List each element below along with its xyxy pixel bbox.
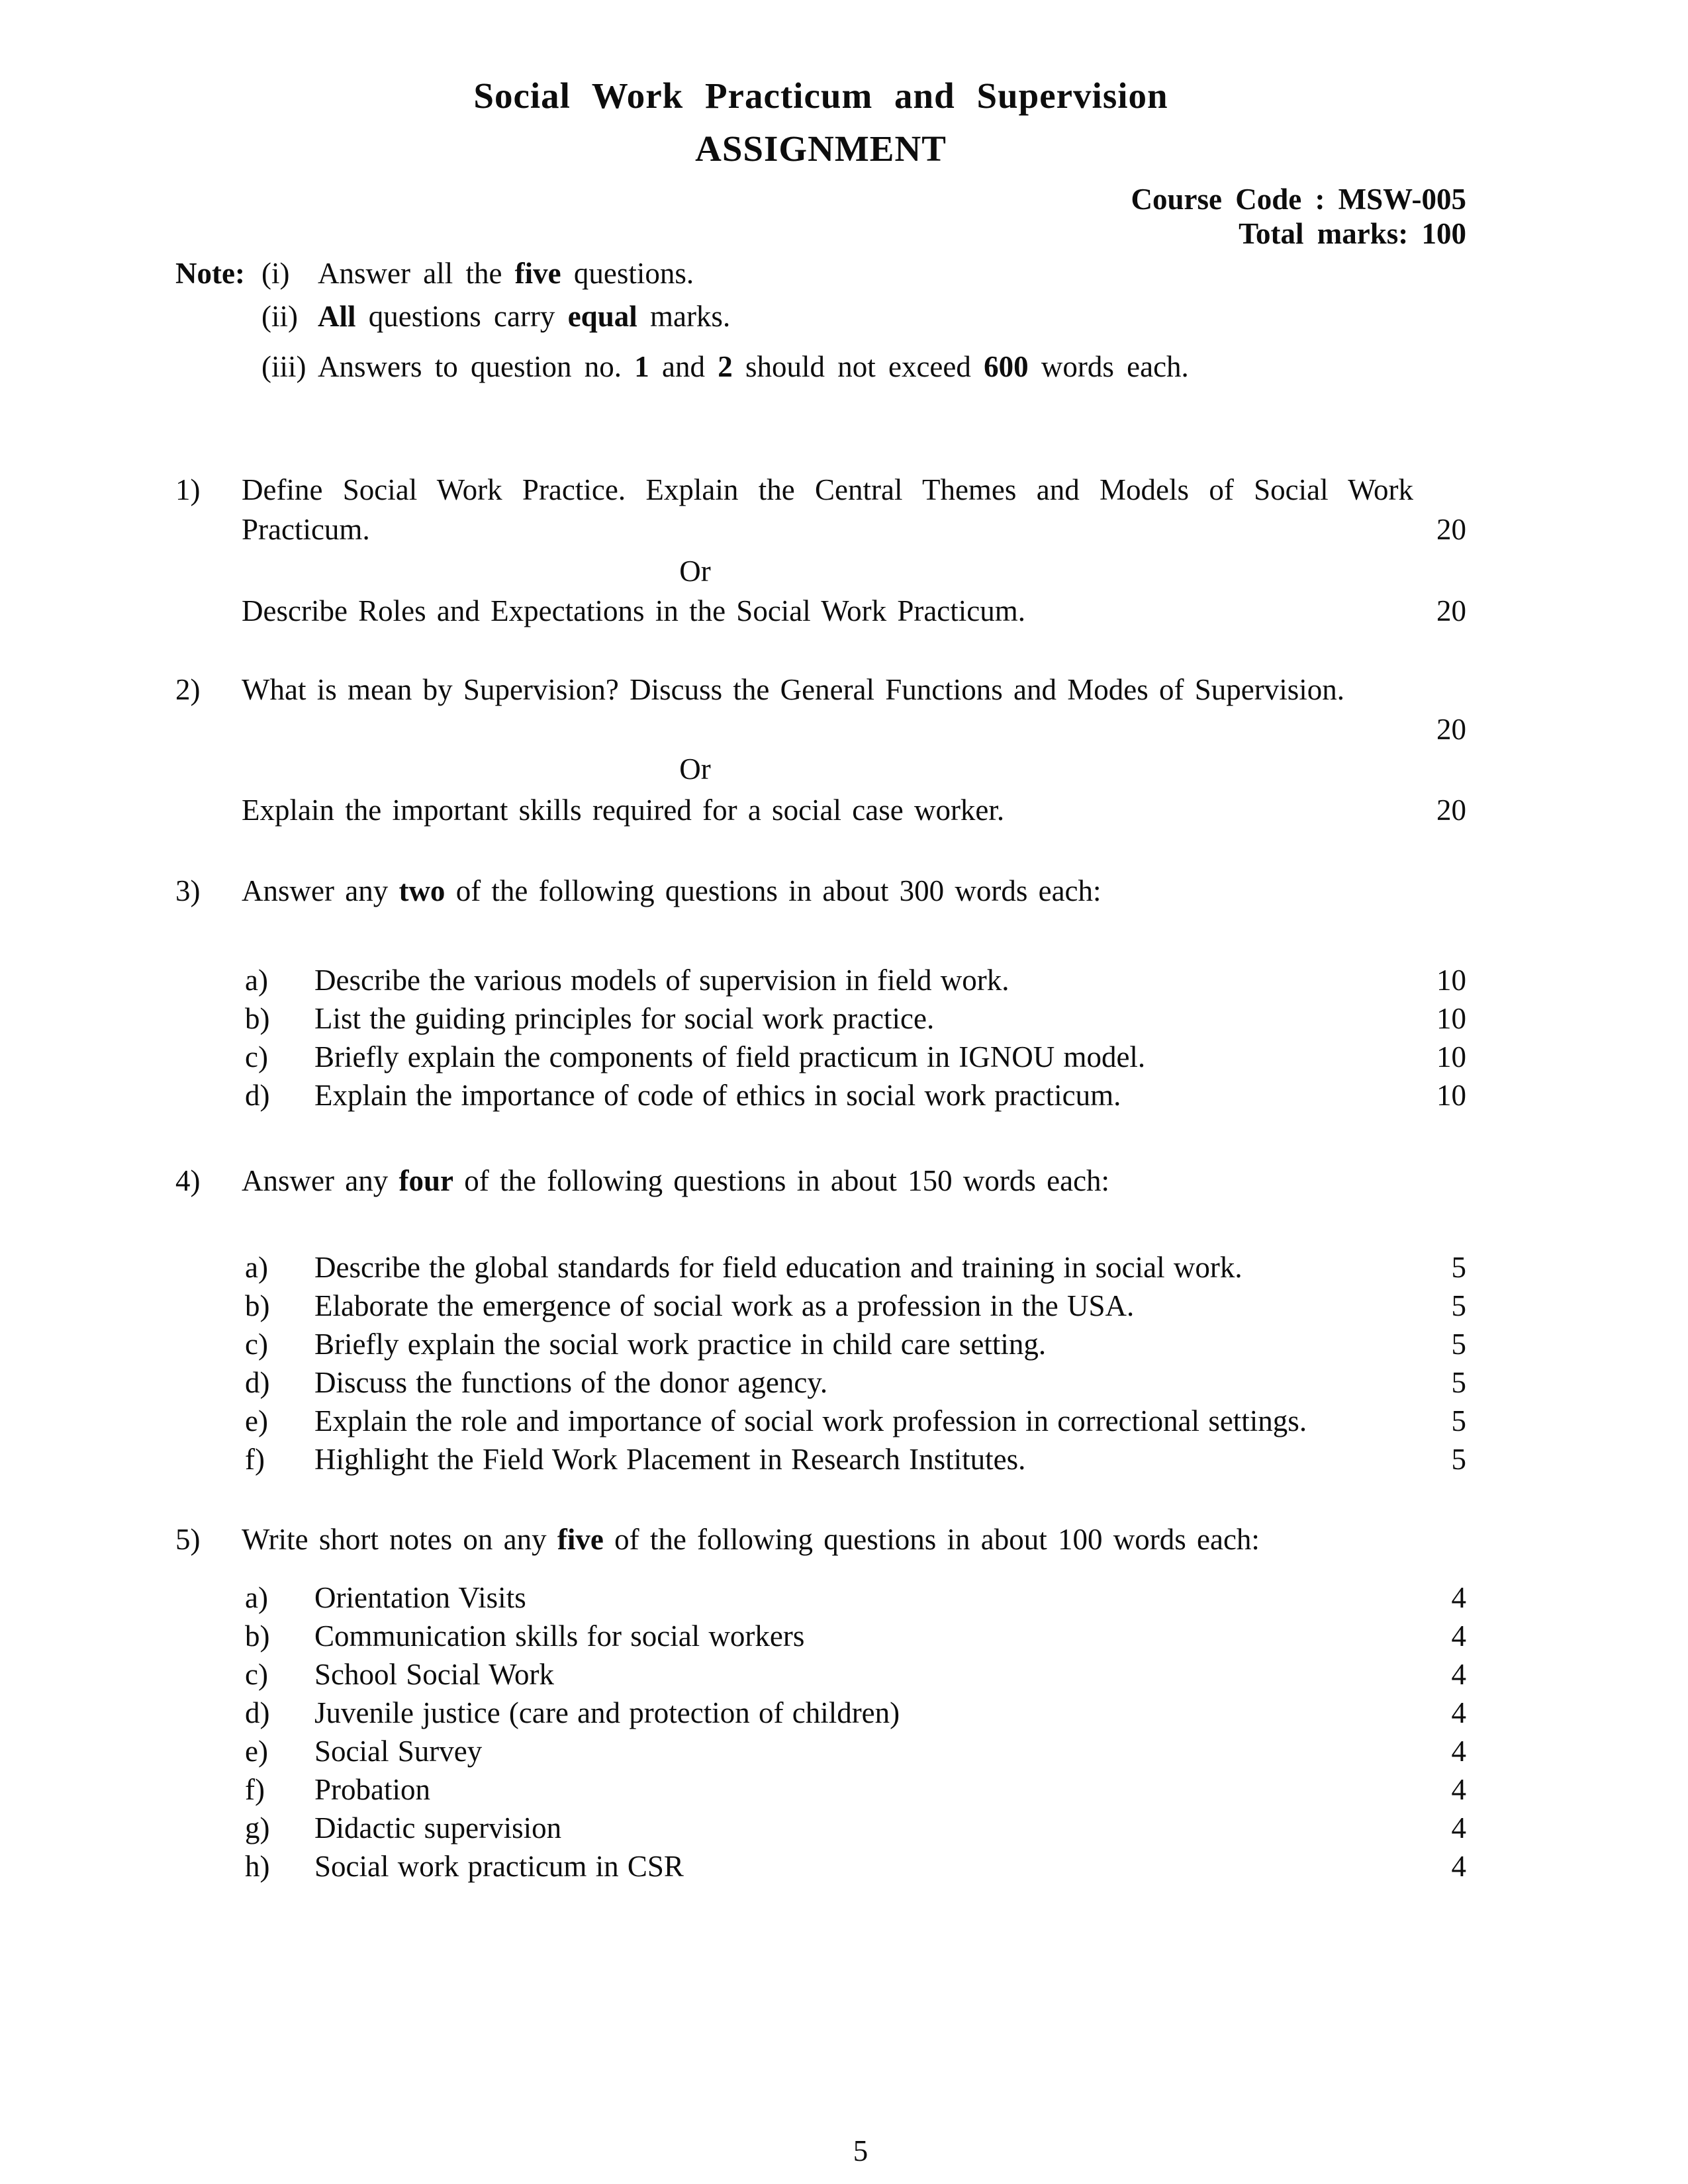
note-text-iii: Answers to question no. 1 and 2 should not exceed 600 words each. [318, 350, 1189, 383]
sub-item [175, 1287, 1466, 1325]
question-2-alt-row [175, 790, 1466, 830]
question-text: What is mean by Supervision? Discuss the General Functions and Modes of Supervision. [242, 673, 1345, 706]
sub-item-marks: 4 [1451, 1696, 1466, 1729]
note-marker-iii: (iii) [261, 350, 306, 383]
sub-item-marks: 4 [1451, 1773, 1466, 1806]
sub-item-letter: b) [245, 1619, 270, 1653]
question-2-row [175, 670, 1466, 709]
course-code-row [175, 182, 1466, 216]
question-number: 3) [175, 874, 201, 907]
question-alt-marks: 20 [1436, 594, 1466, 627]
question-3-header [175, 871, 1466, 911]
sub-item-text: Social work practicum in CSR [314, 1850, 684, 1883]
sub-item-letter: a) [245, 964, 268, 997]
sub-item-letter: c) [245, 1658, 268, 1691]
note-text-ii: All questions carry equal marks. [318, 300, 731, 333]
sub-item-letter: h) [245, 1850, 270, 1883]
sub-item [175, 1847, 1466, 1886]
question-alt-text: Explain the important skills required for a social case worker. [242, 794, 1005, 827]
sub-item-marks: 5 [1451, 1289, 1466, 1322]
question-marks: 20 [1436, 713, 1466, 746]
sub-item-marks: 4 [1451, 1735, 1466, 1768]
note-marker-i: (i) [261, 257, 290, 290]
sub-item [175, 1809, 1466, 1847]
sub-item-letter: e) [245, 1404, 268, 1437]
sub-item-marks: 4 [1451, 1811, 1466, 1844]
sub-item [175, 1440, 1466, 1479]
question-5-header [175, 1520, 1466, 1559]
sub-item-marks: 10 [1436, 1040, 1466, 1073]
total-marks-row [175, 216, 1466, 251]
sub-item-letter: c) [245, 1040, 268, 1073]
question-number: 2) [175, 673, 201, 706]
sub-item-letter: b) [245, 1289, 270, 1322]
sub-item-marks: 5 [1451, 1366, 1466, 1399]
sub-item-letter: d) [245, 1366, 270, 1399]
question-4-header [175, 1161, 1466, 1201]
question-number: 5) [175, 1523, 201, 1556]
sub-item-letter: d) [245, 1079, 270, 1112]
sub-item-letter: f) [245, 1443, 265, 1476]
question-2-marks-row [175, 709, 1466, 749]
sub-item [175, 961, 1466, 999]
question-alt-text: Describe Roles and Expectations in the Social Work Practicum. [242, 594, 1026, 627]
sub-item-letter: c) [245, 1328, 268, 1361]
sub-item [175, 1363, 1466, 1402]
note-line-3 [175, 347, 1466, 387]
sub-item-letter: b) [245, 1002, 270, 1035]
sub-item-text: Explain the importance of code of ethics in social work practicum. [314, 1079, 1121, 1112]
sub-item-marks: 10 [1436, 964, 1466, 997]
sub-item-marks: 4 [1451, 1619, 1466, 1653]
sub-item-letter: a) [245, 1251, 268, 1284]
section-header: Answer any four of the following questions in about 150 words each: [242, 1164, 1110, 1197]
sub-item-text: Briefly explain the social work practice in child care setting. [314, 1328, 1047, 1361]
sub-item [175, 999, 1466, 1038]
or-separator: Or [679, 752, 711, 786]
sub-item-text: Juvenile justice (care and protection of children) [314, 1696, 900, 1729]
sub-item-letter: a) [245, 1581, 268, 1614]
sub-item-letter: d) [245, 1696, 270, 1729]
sub-item-marks: 4 [1451, 1581, 1466, 1614]
total-marks: Total marks: 100 [1239, 217, 1466, 250]
sub-item-marks: 10 [1436, 1079, 1466, 1112]
sub-item-text: Discuss the functions of the donor agency. [314, 1366, 828, 1399]
note-text-i: Answer all the five questions. [318, 257, 694, 290]
sub-item-marks: 4 [1451, 1850, 1466, 1883]
sub-item [175, 1076, 1466, 1115]
sub-item-text: Didactic supervision [314, 1811, 562, 1844]
sub-item-letter: e) [245, 1735, 268, 1768]
note-label: Note: [175, 257, 245, 290]
question-1-row [175, 470, 1466, 549]
course-code: Course Code : MSW-005 [1131, 183, 1466, 216]
page-number: 5 [853, 2134, 868, 2167]
document-subtitle: ASSIGNMENT [695, 128, 947, 169]
sub-item-text: Briefly explain the components of field practicum in IGNOU model. [314, 1040, 1146, 1073]
document-title: Social Work Practicum and Supervision [473, 75, 1168, 116]
sub-item-marks: 5 [1451, 1404, 1466, 1437]
sub-item [175, 1578, 1466, 1617]
sub-item-text: Communication skills for social workers [314, 1619, 805, 1653]
sub-item [175, 1038, 1466, 1076]
sub-item [175, 1770, 1466, 1809]
sub-item [175, 1248, 1466, 1287]
sub-item-marks: 4 [1451, 1658, 1466, 1691]
or-separator: Or [679, 555, 711, 588]
sub-item-text: Social Survey [314, 1735, 483, 1768]
sub-item-text: Highlight the Field Work Placement in Research Institutes. [314, 1443, 1026, 1476]
sub-item-text: Describe the various models of supervision in field work. [314, 964, 1009, 997]
question-number: 1) [175, 473, 201, 506]
sub-item [175, 1325, 1466, 1363]
sub-item-text: List the guiding principles for social work practice. [314, 1002, 935, 1035]
sub-item-marks: 5 [1451, 1328, 1466, 1361]
question-marks: 20 [1436, 513, 1466, 546]
question-alt-marks: 20 [1436, 794, 1466, 827]
sub-item-letter: g) [245, 1811, 270, 1844]
sub-item-marks: 5 [1451, 1443, 1466, 1476]
section-header: Answer any two of the following questions in about 300 words each: [242, 874, 1102, 907]
sub-item-marks: 10 [1436, 1002, 1466, 1035]
sub-item-letter: f) [245, 1773, 265, 1806]
sub-item [175, 1732, 1466, 1770]
sub-item-text: Explain the role and importance of social work profession in correctional settings. [314, 1404, 1307, 1437]
question-text: Define Social Work Practice. Explain the Central Themes and Models of Social Work Practicum. [242, 473, 1413, 546]
question-1-alt-row [175, 591, 1466, 631]
note-line-2 [175, 296, 1466, 336]
section-header: Write short notes on any five of the following questions in about 100 words each: [242, 1523, 1260, 1556]
sub-item [175, 1655, 1466, 1694]
sub-item [175, 1694, 1466, 1732]
sub-item-text: Describe the global standards for field education and training in social work. [314, 1251, 1243, 1284]
sub-item [175, 1617, 1466, 1655]
sub-item-text: Elaborate the emergence of social work as a profession in the USA. [314, 1289, 1135, 1322]
sub-item-text: School Social Work [314, 1658, 555, 1691]
question-number: 4) [175, 1164, 201, 1197]
note-marker-ii: (ii) [261, 300, 298, 333]
sub-item-marks: 5 [1451, 1251, 1466, 1284]
sub-item-text: Orientation Visits [314, 1581, 526, 1614]
note-line-1 [175, 253, 1466, 293]
sub-item [175, 1402, 1466, 1440]
sub-item-text: Probation [314, 1773, 430, 1806]
